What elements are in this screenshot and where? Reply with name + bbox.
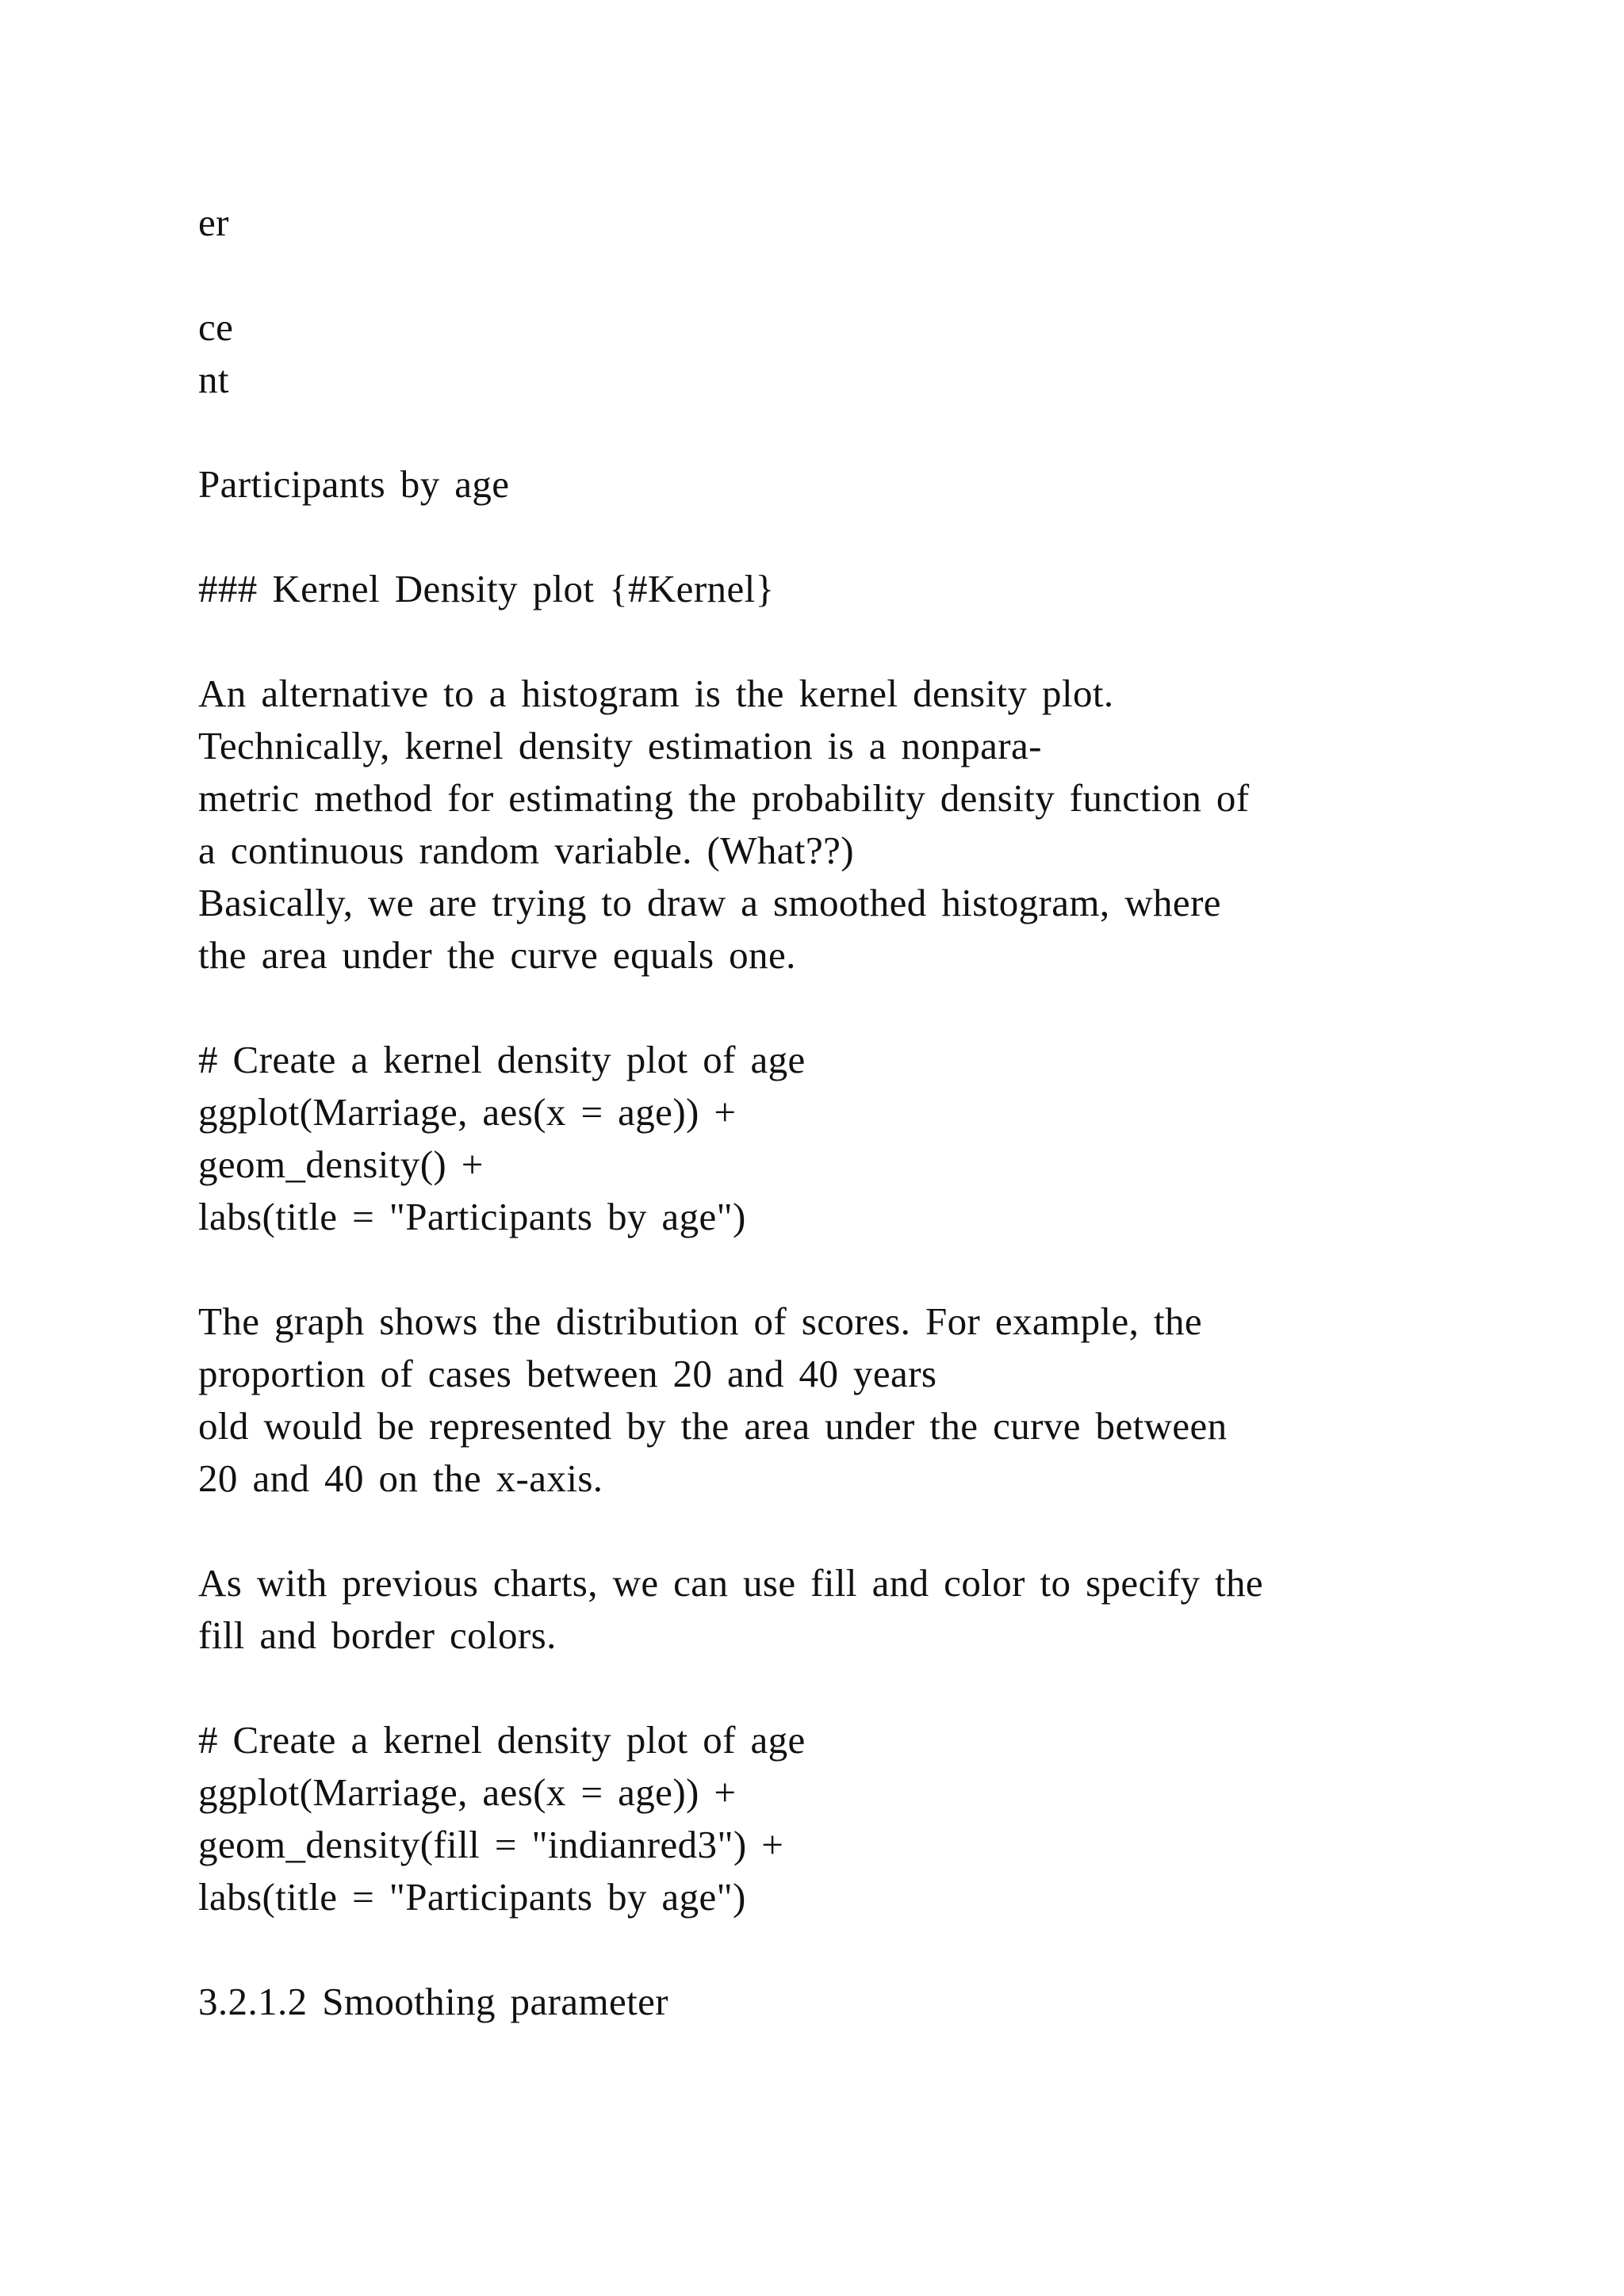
- blank-line: [198, 406, 1546, 458]
- code-line: ggplot(Marriage, aes(x = age)) +: [198, 1770, 737, 1814]
- paragraph-line: As with previous charts, we can use fill and color to specify the: [198, 1561, 1264, 1605]
- code-line: labs(title = "Participants by age"): [198, 1195, 746, 1238]
- code-line: labs(title = "Participants by age"): [198, 1875, 746, 1919]
- code-line: geom_density() +: [198, 1142, 484, 1186]
- paragraph-line: The graph shows the distribution of scores. For example, the: [198, 1299, 1203, 1343]
- paragraph-line: 20 and 40 on the x-axis.: [198, 1456, 603, 1500]
- figure-caption: Participants by age: [198, 462, 510, 506]
- blank-line: [198, 1243, 1546, 1295]
- text-line: ce: [198, 305, 234, 349]
- text-line: nt: [198, 358, 229, 401]
- code-line: ggplot(Marriage, aes(x = age)) +: [198, 1090, 737, 1134]
- paragraph-line: the area under the curve equals one.: [198, 933, 796, 977]
- paragraph-line: proportion of cases between 20 and 40 years: [198, 1352, 937, 1395]
- blank-line: [198, 1505, 1546, 1557]
- paragraph-line: fill and border colors.: [198, 1613, 557, 1657]
- paragraph-line: Basically, we are trying to draw a smoothed histogram, where: [198, 881, 1221, 924]
- code-line: # Create a kernel density plot of age: [198, 1718, 806, 1762]
- code-line: # Create a kernel density plot of age: [198, 1038, 806, 1081]
- blank-line: [198, 1662, 1546, 1714]
- blank-line: [198, 249, 1546, 301]
- document-page: [198, 197, 1546, 2028]
- paragraph-line: old would be represented by the area under the curve between: [198, 1404, 1228, 1448]
- paragraph-line: An alternative to a histogram is the kernel density plot.: [198, 672, 1114, 715]
- blank-line: [198, 511, 1546, 563]
- section-heading: ### Kernel Density plot {#Kernel}: [198, 567, 775, 610]
- blank-line: [198, 615, 1546, 668]
- blank-line: [198, 982, 1546, 1034]
- subsection-heading: 3.2.1.2 Smoothing parameter: [198, 1980, 668, 2023]
- blank-line: [198, 1923, 1546, 1976]
- paragraph-line: a continuous random variable. (What??): [198, 828, 854, 872]
- code-line: geom_density(fill = "indianred3") +: [198, 1823, 784, 1866]
- text-line: er: [198, 201, 229, 244]
- paragraph-line: Technically, kernel density estimation is a nonpara-: [198, 724, 1042, 767]
- paragraph-line: metric method for estimating the probability density function of: [198, 776, 1250, 820]
